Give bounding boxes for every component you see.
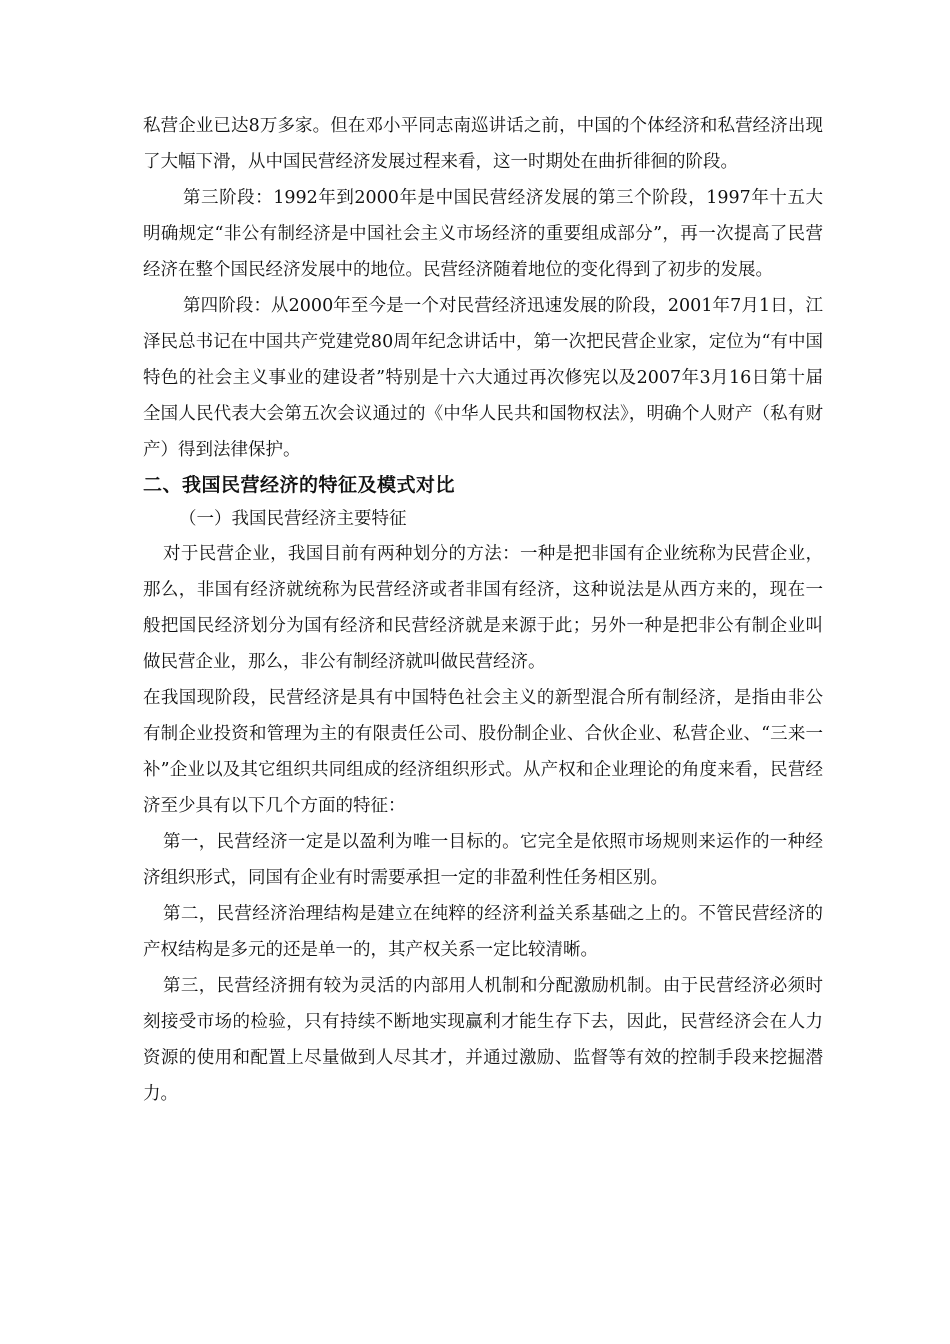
paragraph-definition: 在我国现阶段，民营经济是具有中国特色社会主义的新型混合所有制经济，是指由非公有制企业投资和管理为主的有限责任公司、股份制企业、合伙企业、私营企业、“三来一补”企业以及其它组织共同组成的经济组织形式。从产权和企业理论的角度来看，民营经济至少具有以下几个方面的特征： — [143, 688, 823, 816]
paragraph-classification: 对于民营企业，我国目前有两种划分的方法：一种是把非国有企业统称为民营企业，那么，非国有经济就统称为民营经济或者非国有经济，这种说法是从西方来的，现在一般把国民经济划分为国有经济和民营经济就是来源于此；另外一种是把非公有制企业叫做民营企业，那么，非公有制经济就叫做民营经济。 — [143, 544, 823, 672]
paragraph-feature-two: 第二，民营经济治理结构是建立在纯粹的经济利益关系基础之上的。不管民营经济的产权结构是多元的还是单一的，其产权关系一定比较清晰。 — [143, 904, 823, 960]
paragraph-feature-one: 第一，民营经济一定是以盈利为唯一目标的。它完全是依照市场规则来运作的一种经济组织形式，同国有企业有时需要承担一定的非盈利性任务相区别。 — [143, 832, 823, 888]
section-heading: 二、我国民营经济的特征及模式对比 — [143, 474, 456, 496]
document-body — [143, 108, 823, 1112]
paragraph-stage-four: 第四阶段：从2000年至今是一个对民营经济迅速发展的阶段，2001年7月1日，江泽民总书记在中国共产党建党80周年纪念讲话中，第一次把民营企业家，定位为“有中国特色的社会主义事业的建设者”特别是十六大通过再次修宪以及2007年3月16日第十届全国人民代表大会第五次会议通过的《中华人民共和国物权法》，明确个人财产（私有财产）得到法律保护。 — [143, 296, 823, 460]
paragraph-feature-three: 第三，民营经济拥有较为灵活的内部用人机制和分配激励机制。由于民营经济必须时刻接受市场的检验，只有持续不断地实现赢利才能生存下去，因此，民营经济会在人力资源的使用和配置上尽量做到人尽其才，并通过激励、监督等有效的控制手段来挖掘潜力。 — [143, 976, 823, 1104]
paragraph-private-enterprises: 私营企业已达8万多家。但在邓小平同志南巡讲话之前，中国的个体经济和私营经济出现了大幅下滑，从中国民营经济发展过程来看，这一时期处在曲折徘徊的阶段。 — [143, 116, 823, 172]
paragraph-stage-three: 第三阶段：1992年到2000年是中国民营经济发展的第三个阶段，1997年十五大明确规定“非公有制经济是中国社会主义市场经济的重要组成部分”，再一次提高了民营经济在整个国民经济发展中的地位。民营经济随着地位的变化得到了初步的发展。 — [143, 188, 823, 280]
subsection-heading: （一）我国民营经济主要特征 — [179, 509, 407, 529]
